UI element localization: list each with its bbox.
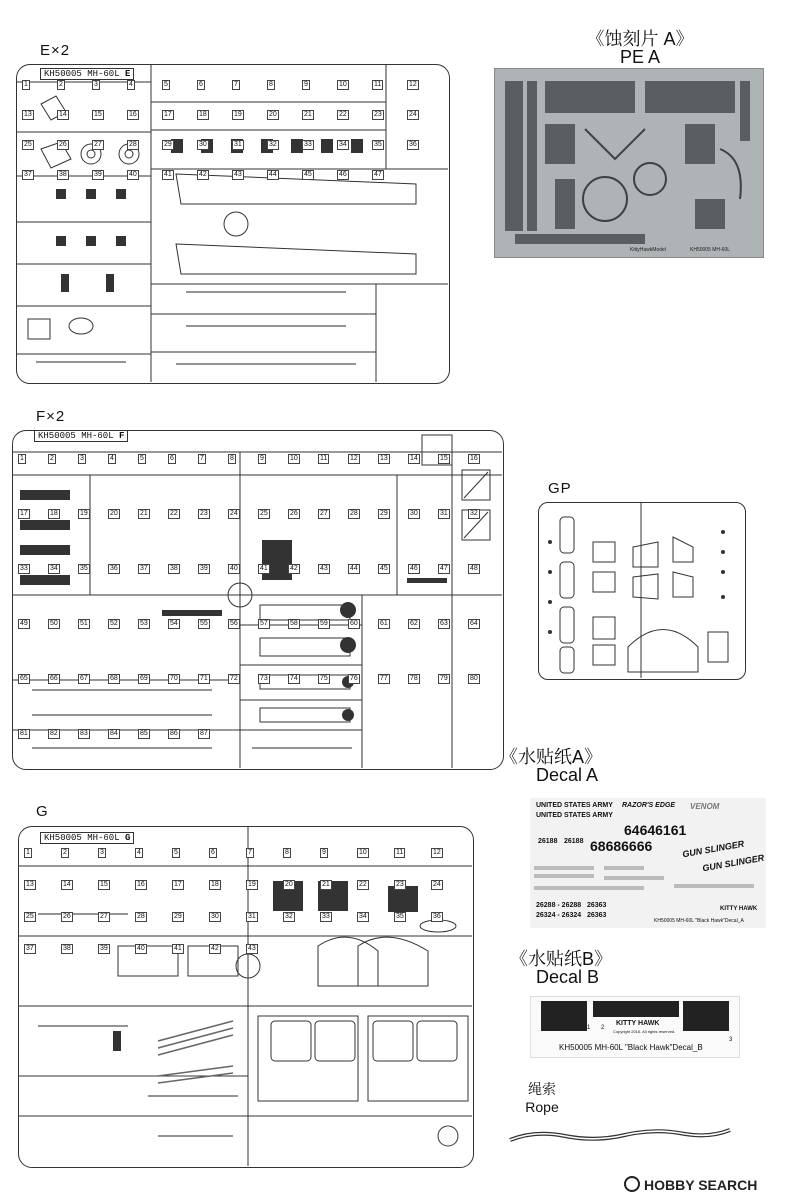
decal-a-army-1: UNITED STATES ARMY: [536, 802, 613, 809]
sprue-f-part-number: 75: [320, 675, 328, 682]
sprue-f-tag-text: KH50005 MH-60L: [38, 431, 114, 441]
sprue-f-part-number: 38: [170, 565, 178, 572]
sprue-g-part-number: 41: [174, 945, 182, 952]
sprue-f-part-number: 77: [380, 675, 388, 682]
sprue-f-part-number: 4: [110, 455, 114, 462]
sprue-e-part-number: 14: [59, 111, 67, 118]
sprue-f-part-number: 32: [470, 510, 478, 517]
sprue-e-part-number: 28: [129, 141, 137, 148]
decal-a-venom: VENOM: [690, 802, 720, 811]
sprue-f-part-number: 21: [140, 510, 148, 517]
sprue-f-part-number: 29: [380, 510, 388, 517]
sprue-g-part-number: 40: [137, 945, 145, 952]
sprue-g-part-number: 9: [322, 849, 326, 856]
sprue-f-part-number: 27: [320, 510, 328, 517]
sprue-g-part-number: 2: [63, 849, 67, 856]
sprue-f-part-number: 72: [230, 675, 238, 682]
decal-a-label-cn: 《水贴纸A》: [500, 747, 603, 767]
hobby-search-watermark: [624, 1176, 757, 1193]
sprue-e-part-number: 18: [199, 111, 207, 118]
sprue-f-part-number: 60: [350, 620, 358, 627]
sprue-e-part-number: 36: [409, 141, 417, 148]
sprue-g-part-number: 27: [100, 913, 108, 920]
sprue-g-part-number: 1: [26, 849, 30, 856]
sprue-e-part-number: 21: [304, 111, 312, 118]
sprue-f-drawing: [12, 430, 502, 768]
decal-a-army-2: UNITED STATES ARMY: [536, 812, 613, 819]
sprue-e-part-number: 38: [59, 171, 67, 178]
decal-b-copyright: Copyright 2016. All rights reserved.: [613, 1029, 676, 1034]
sprue-f-part-number: 55: [200, 620, 208, 627]
decal-b-sheet: [530, 996, 740, 1058]
sprue-f-part-number: 65: [20, 675, 28, 682]
sprue-f-letter: F: [119, 431, 125, 441]
sprue-f-part-number: 43: [320, 565, 328, 572]
decal-a-small-markings: [534, 864, 762, 900]
sprue-e-part-number: 24: [409, 111, 417, 118]
decal-b-num-2: 2: [601, 1025, 605, 1031]
sprue-f-part-number: 44: [350, 565, 358, 572]
sprue-g-part-number: 43: [248, 945, 256, 952]
decal-a-gun-slinger-2: GUN SLINGER: [701, 852, 765, 874]
sprue-g-part-number: 29: [174, 913, 182, 920]
sprue-f-part-number: 74: [290, 675, 298, 682]
sprue-e-part-number: 8: [269, 81, 273, 88]
decal-b-panel-2: [593, 1001, 679, 1017]
sprue-f-part-number: 2: [50, 455, 54, 462]
sprue-f-part-number: 66: [50, 675, 58, 682]
pe-a-footer-right: KH50005 MH-60L: [690, 247, 731, 253]
sprue-f-part-number: 20: [110, 510, 118, 517]
sprue-f-part-number: 28: [350, 510, 358, 517]
sprue-f-part-number: 80: [470, 675, 478, 682]
hobby-search-logo-icon: [624, 1176, 640, 1192]
sprue-e-part-number: 45: [304, 171, 312, 178]
sprue-f-part-number: 30: [410, 510, 418, 517]
sprue-f-part-number: 34: [50, 565, 58, 572]
sprue-e-part-number: 47: [374, 171, 382, 178]
sprue-g-part-number: 3: [100, 849, 104, 856]
decal-a-gun-slinger-1: GUN SLINGER: [681, 838, 745, 860]
sprue-g-part-number: 5: [174, 849, 178, 856]
sprue-f-part-number: 87: [200, 730, 208, 737]
sprue-g-part-number: 37: [26, 945, 34, 952]
sprue-e-title: E×2: [40, 42, 71, 59]
sprue-g-part-number: 12: [433, 849, 441, 856]
sprue-f-part-number: 51: [80, 620, 88, 627]
decal-b-num-3: 3: [729, 1037, 733, 1043]
sprue-g-part-number: 23: [396, 881, 404, 888]
sprue-f-part-number: 36: [110, 565, 118, 572]
sprue-f-part-number: 64: [470, 620, 478, 627]
sprue-e-part-number: 2: [59, 81, 63, 88]
sprue-f-part-number: 79: [440, 675, 448, 682]
sprue-f-part-number: 41: [260, 565, 268, 572]
sprue-f-part-number: 61: [380, 620, 388, 627]
sprue-f-part-number: 49: [20, 620, 28, 627]
sprue-f-part-number: 76: [350, 675, 358, 682]
sprue-e-part-number: 4: [129, 81, 133, 88]
sprue-e-part-number: 41: [164, 171, 172, 178]
sprue-e-part-number: 6: [199, 81, 203, 88]
sprue-e-part-number: 20: [269, 111, 277, 118]
sprue-g-part-number: 14: [63, 881, 71, 888]
sprue-f-part-number: 40: [230, 565, 238, 572]
sprue-f-part-number: 57: [260, 620, 268, 627]
sprue-g-part-number: 39: [100, 945, 108, 952]
sprue-e-part-number: 40: [129, 171, 137, 178]
sprue-f-part-number: 7: [200, 455, 204, 462]
sprue-f-part-number: 58: [290, 620, 298, 627]
sprue-f-part-number: 19: [80, 510, 88, 517]
sprue-f-part-number: 35: [80, 565, 88, 572]
sprue-f-part-number: 12: [350, 455, 358, 462]
sprue-f-part-number: 24: [230, 510, 238, 517]
sprue-g-part-number: 11: [396, 849, 404, 856]
sprue-f-part-number: 83: [80, 730, 88, 737]
sprue-e-part-number: 27: [94, 141, 102, 148]
sprue-f-part-number: 37: [140, 565, 148, 572]
pe-a-label-en: PE A: [619, 47, 661, 67]
sprue-e-part-number: 29: [164, 141, 172, 148]
sprue-f-part-number: 8: [230, 455, 234, 462]
sprue-g-drawing: [18, 826, 472, 1166]
sprue-g-part-number: 26: [63, 913, 71, 920]
sprue-e-part-number: 30: [199, 141, 207, 148]
sprue-f-part-number: 86: [170, 730, 178, 737]
sprue-g-part-number: 4: [137, 849, 141, 856]
sprue-g-part-number: 36: [433, 913, 441, 920]
sprue-f-title: F×2: [36, 408, 66, 425]
sprue-f-part-number: 54: [170, 620, 178, 627]
sprue-f-part-number: 81: [20, 730, 28, 737]
decal-a-row-1: 26288 - 26288 26363: [536, 902, 607, 909]
sprue-e-part-number: 5: [164, 81, 168, 88]
pe-a-label-cn: 《蚀刻片 A》: [586, 29, 694, 49]
sprue-g-part-number: 30: [211, 913, 219, 920]
sprue-e-part-number: 39: [94, 171, 102, 178]
sprue-f-part-number: 70: [170, 675, 178, 682]
sprue-g-part-number: 16: [137, 881, 145, 888]
sprue-g-part-number: 10: [359, 849, 367, 856]
sprue-e-part-number: 32: [269, 141, 277, 148]
sprue-g-part-number: 18: [211, 881, 219, 888]
decal-a-serial-1: 64646161: [624, 822, 687, 838]
sprue-e-part-number: 43: [234, 171, 242, 178]
pe-a-fret: [494, 68, 764, 258]
sprue-f-part-number: 48: [470, 565, 478, 572]
sprue-g-part-number: 17: [174, 881, 182, 888]
decal-a-label-en: Decal A: [536, 765, 599, 785]
sprue-e-part-number: 15: [94, 111, 102, 118]
sprue-e-part-number: 37: [24, 171, 32, 178]
sprue-f-part-number: 71: [200, 675, 208, 682]
sprue-f-part-number: 10: [290, 455, 298, 462]
rope-label-en: Rope: [525, 1099, 559, 1115]
decal-a-footer: KH50005 MH-60L "Black Hawk"Decal_A: [654, 918, 744, 924]
decal-b-panel-1: [541, 1001, 587, 1031]
sprue-e-part-number: 12: [409, 81, 417, 88]
sprue-f-part-number: 47: [440, 565, 448, 572]
sprue-g-part-number: 35: [396, 913, 404, 920]
decal-b-num-1: 1: [587, 1025, 591, 1031]
decal-b-panel-3: [683, 1001, 729, 1031]
sprue-f-part-number: 42: [290, 565, 298, 572]
decal-a-row-2: 26324 - 26324 26363: [536, 912, 607, 919]
sprue-g-part-number: 24: [433, 881, 441, 888]
sprue-f-part-number: 82: [50, 730, 58, 737]
sprue-g-part-number: 7: [248, 849, 252, 856]
sprue-e-part-number: 23: [374, 111, 382, 118]
sprue-g-part-number: 13: [26, 881, 34, 888]
decal-a-label: [500, 748, 680, 784]
decal-b-label-cn: 《水贴纸B》: [510, 949, 613, 969]
sprue-f-part-number: 6: [170, 455, 174, 462]
decal-b-brand: KITTY HAWK: [616, 1020, 660, 1027]
rope-drawing: [505, 1120, 745, 1150]
pe-a-label: [560, 30, 720, 66]
sprue-f-part-number: 15: [440, 455, 448, 462]
pe-a-footer-left: KittyHawkModel: [630, 247, 666, 253]
sprue-g-part-number: 25: [26, 913, 34, 920]
sprue-f-part-number: 73: [260, 675, 268, 682]
sprue-f-part-number: 67: [80, 675, 88, 682]
sprue-g-part-number: 28: [137, 913, 145, 920]
sprue-f-part-number: 78: [410, 675, 418, 682]
sprue-gp-drawing: [538, 502, 744, 678]
sprue-f-part-number: 3: [80, 455, 84, 462]
sprue-f-part-number: 45: [380, 565, 388, 572]
sprue-g-part-number: 6: [211, 849, 215, 856]
sprue-e-letter: E: [125, 69, 131, 79]
sprue-f-part-number: 5: [140, 455, 144, 462]
sprue-g-part-number: 34: [359, 913, 367, 920]
sprue-e-tag-text: KH50005 MH-60L: [44, 69, 120, 79]
pe-a-drawing: [495, 69, 763, 257]
rope-label-cn: 绳索: [528, 1081, 556, 1097]
sprue-gp-title: GP: [548, 480, 572, 497]
sprue-e-part-number: 10: [339, 81, 347, 88]
sprue-e-part-number: 3: [94, 81, 98, 88]
sprue-f-part-number: 25: [260, 510, 268, 517]
sprue-g-letter: G: [125, 833, 131, 843]
sprue-g-part-number: 33: [322, 913, 330, 920]
sprue-g-part-number: 15: [100, 881, 108, 888]
sprue-f-part-number: 63: [440, 620, 448, 627]
sprue-g-title: G: [36, 803, 49, 820]
sprue-f-part-number: 18: [50, 510, 58, 517]
sprue-g-part-number: 22: [359, 881, 367, 888]
decal-a-serial-2: 68686666: [590, 838, 653, 854]
sprue-f-part-number: 46: [410, 565, 418, 572]
sprue-f-part-number: 50: [50, 620, 58, 627]
hobby-search-watermark-text: HOBBY SEARCH: [644, 1177, 758, 1193]
decal-b-label: [510, 950, 690, 986]
sprue-e-part-number: 44: [269, 171, 277, 178]
sprue-g-part-number: 8: [285, 849, 289, 856]
sprue-g-part-number: 32: [285, 913, 293, 920]
sprue-e-part-number: 17: [164, 111, 172, 118]
sprue-e-part-number: 7: [234, 81, 238, 88]
decal-b-label-en: Decal B: [536, 967, 600, 987]
sprue-f-part-number: 26: [290, 510, 298, 517]
sprue-g-part-number: 19: [248, 881, 256, 888]
sprue-e-part-number: 46: [339, 171, 347, 178]
sprue-e-part-number: 13: [24, 111, 32, 118]
sprue-f-part-number: 1: [20, 455, 24, 462]
sprue-f-part-number: 16: [470, 455, 478, 462]
sprue-e-part-number: 22: [339, 111, 347, 118]
sprue-f-part-number: 39: [200, 565, 208, 572]
sprue-e-part-number: 34: [339, 141, 347, 148]
sprue-g-part-number: 20: [285, 881, 293, 888]
sprue-f-part-number: 9: [260, 455, 264, 462]
decal-b-footer: KH50005 MH-60L "Black Hawk"Decal_B: [559, 1043, 703, 1052]
sprue-e-part-number: 9: [304, 81, 308, 88]
sprue-f-part-number: 68: [110, 675, 118, 682]
decal-a-sheet: [530, 798, 766, 928]
sprue-f-part-number: 31: [440, 510, 448, 517]
sprue-f-part-number: 84: [110, 730, 118, 737]
sprue-f-part-number: 11: [320, 455, 328, 462]
decal-a-brand: KITTY HAWK: [720, 906, 758, 912]
sprue-g-part-number: 38: [63, 945, 71, 952]
sprue-f-part-number: 59: [320, 620, 328, 627]
decal-a-small-2: 26188: [564, 838, 584, 845]
sprue-e-part-number: 26: [59, 141, 67, 148]
sprue-e-part-number: 25: [24, 141, 32, 148]
rope-label: [512, 1080, 572, 1116]
sprue-f-part-number: 85: [140, 730, 148, 737]
sprue-g-part-number: 31: [248, 913, 256, 920]
sprue-f-part-number: 53: [140, 620, 148, 627]
sprue-e-part-number: 35: [374, 141, 382, 148]
sprue-f-part-number: 23: [200, 510, 208, 517]
sprue-g-part-number: 42: [211, 945, 219, 952]
sprue-e-part-number: 42: [199, 171, 207, 178]
sprue-f-part-number: 69: [140, 675, 148, 682]
sprue-f-part-number: 14: [410, 455, 418, 462]
sprue-e-part-number: 33: [304, 141, 312, 148]
sprue-f-part-number: 13: [380, 455, 388, 462]
sprue-e-part-number: 1: [24, 81, 28, 88]
decal-a-razors-edge: RAZOR'S EDGE: [622, 802, 676, 809]
sprue-e-part-number: 19: [234, 111, 242, 118]
sprue-f-part-number: 52: [110, 620, 118, 627]
sprue-g-part-number: 21: [322, 881, 330, 888]
sprue-f-part-number: 56: [230, 620, 238, 627]
sprue-e-part-number: 16: [129, 111, 137, 118]
sprue-f-part-number: 17: [20, 510, 28, 517]
sprue-e-part-number: 11: [374, 81, 382, 88]
sprue-f-part-number: 22: [170, 510, 178, 517]
sprue-e-part-number: 31: [234, 141, 242, 148]
sprue-f-part-number: 62: [410, 620, 418, 627]
decal-a-small-1: 26188: [538, 838, 558, 845]
sprue-f-part-number: 33: [20, 565, 28, 572]
sprue-g-tag-text: KH50005 MH-60L: [44, 833, 120, 843]
